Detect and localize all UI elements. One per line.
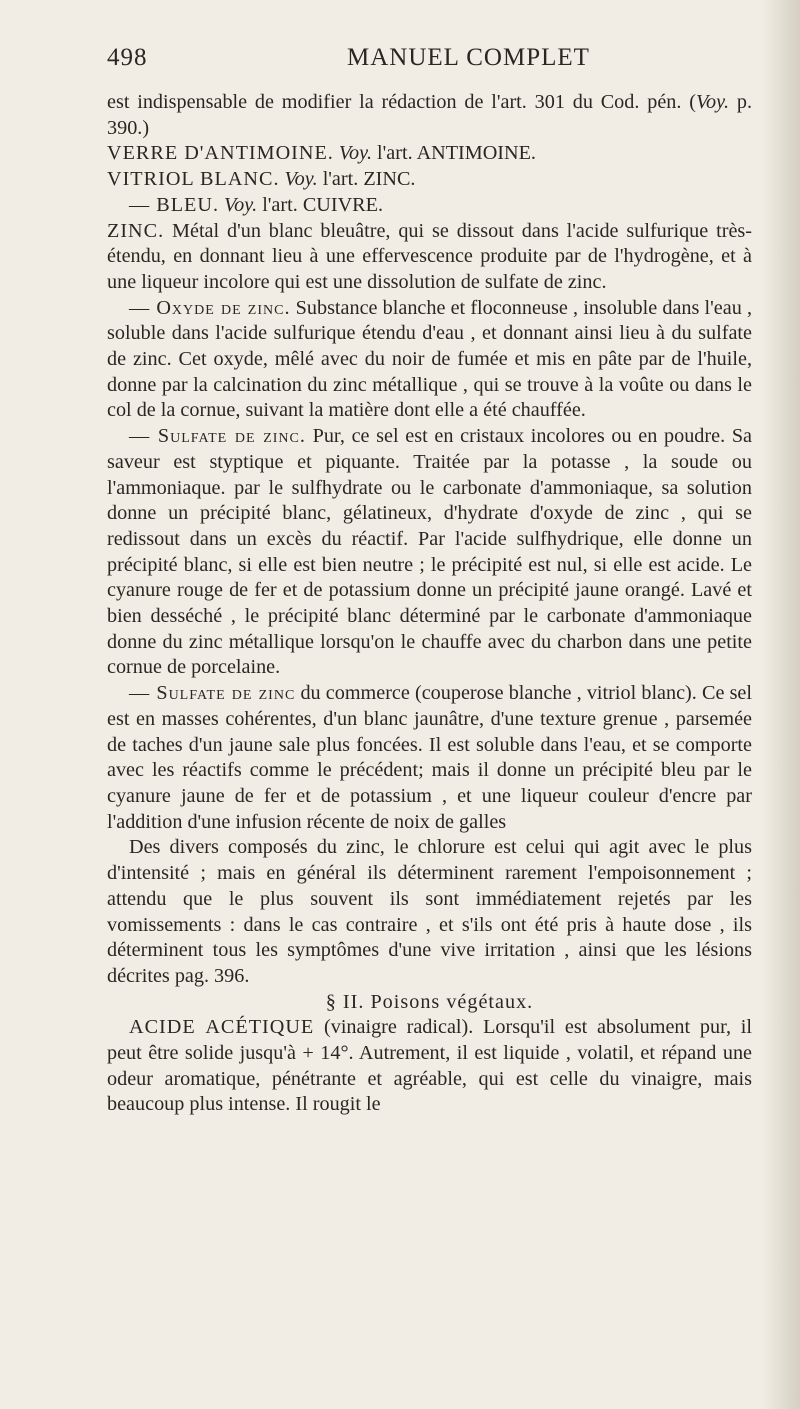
entry-oxyde-de-zinc (107, 296, 752, 425)
entry-head: — Oxyde de zinc. (129, 296, 291, 319)
entry-zinc (107, 219, 752, 296)
entry-sulfate-de-zinc (107, 424, 752, 681)
entry-vitriol-bleu (107, 193, 752, 219)
cross-ref: Voy. (284, 168, 318, 191)
paragraph-continuation (107, 90, 752, 141)
text: l'art. ANTIMOINE. (372, 142, 536, 165)
entry-head: — Sulfate de zinc (129, 682, 296, 705)
entry-head: — BLEU. (129, 193, 219, 216)
paragraph-composes-zinc: Des divers composés du zinc, le chlorure est celui qui agit avec le plus d'intensité ; mais en général ils déterminent rarement l'empoisonnement ; attendu que le plus souvent ils sont immédiatement rejetés par les vomissements : dans le cas contraire , et s'ils ont été pris à haute dose , ils déterminent tous les symptômes d'une vive irritation , ainsi que les lésions décrites pag. 396. (107, 836, 752, 987)
running-header (107, 44, 752, 72)
entry-head: ZINC. (107, 219, 165, 242)
text: l'art. ZINC. (317, 168, 416, 191)
cross-ref: Voy. (695, 91, 730, 113)
text: Pur, ce sel est en cristaux incolores ou en poudre. Sa saveur est styptique et piquante. Traitée par la potasse , la soude ou l'ammoniaque. par le sulfhydrate ou le carbonate d'ammoniaque, sa solution donne un précipité blanc, gélatineux, d'hydrate d'oxyde de zinc , qui se redissout dans un excès du réactif. Par l'acide sulfhydrique, elle donne un précipité blanc, si elle est bien neutre ; le précipité est nul, si elle est acide. Le cyanure rouge de fer et de potassium donne un précipité jaune orangé. Lavé et bien desséché , le précipité blanc déterminé par le carbonate d'ammoniaque donne du zinc métallique lorsqu'on le chauffe avec du charbon dans une petite cornue de porcelaine. (107, 425, 753, 679)
page-edge-shadow (762, 0, 800, 1409)
cross-ref: Voy. (224, 193, 258, 216)
page-body (107, 90, 752, 1118)
entry-sulfate-commerce (107, 681, 752, 835)
text: est indispensable de modifier la rédaction de l'art. 301 du Cod. pén. ( (107, 91, 696, 113)
entry-vitriol-blanc (107, 167, 752, 193)
cross-ref: Voy. (338, 142, 372, 165)
running-title: MANUEL COMPLET (347, 44, 590, 71)
page-number: 498 (107, 44, 148, 71)
entry-head: VERRE D'ANTIMOINE. (107, 142, 334, 165)
text: (vinaigre radical). Lorsqu'il est absolument pur, il peut être solide jusqu'à + 14°. Autrement, il est liquide , volatil, et répand une odeur aromatique, pénétrante et agréable, qui est celle du vinaigre, mais beaucoup plus intense. Il rougit le (107, 1016, 752, 1116)
entry-head: ACIDE ACÉTIQUE (129, 1016, 315, 1039)
text: Substance blanche et floconneuse , insoluble dans l'eau , soluble dans l'acide sulfurique étendu d'eau , et donnant ainsi lieu à du sulfate de zinc. Cet oxyde, mêlé avec du noir de fumée et mis en pâte par de l'huile, donne par la calcination du zinc métallique , qui se trouve à la voûte ou dans le col de la cornue, suivant la matière dont elle a été chauffée. (107, 296, 753, 422)
entry-verre-antimoine (107, 141, 752, 167)
text: du commerce (couperose blanche , vitriol blanc). Ce sel est en masses cohérentes, d'un blanc jaunâtre, d'une texture grenue , parsemée de taches d'un jaune sale plus foncées. Il est soluble dans l'eau, et se comporte avec les réactifs comme le précédent; mais il donne un précipité bleu par le cyanure jaune de fer et de potassium , et une liqueur couleur d'encre par l'addition d'une infusion récente de noix de galles (107, 682, 752, 833)
section-title: § II. Poisons végétaux. (325, 990, 534, 1013)
entry-head: VITRIOL BLANC. (107, 168, 280, 191)
text: Métal d'un blanc bleuâtre, qui se dissout dans l'acide sulfurique très-étendu, en donnant lieu à une effervescence produite par de l'hydrogène, et à une liqueur incolore qui est une dissolution de sulfate de zinc. (107, 219, 752, 293)
entry-acide-acetique (107, 1015, 752, 1118)
text: l'art. CUIVRE. (257, 193, 384, 216)
text: p. 390.) (107, 91, 752, 139)
entry-head: — Sulfate de zinc. (129, 425, 306, 448)
